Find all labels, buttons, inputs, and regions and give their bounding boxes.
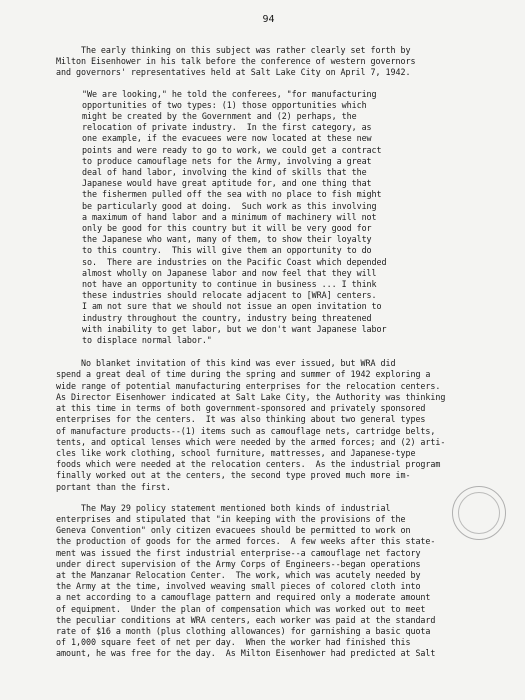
text-line: might be created by the Government and (2) perhaps, the (82, 111, 357, 122)
text-line: of 1,000 square feet of net per day. When the worker had finished this (56, 637, 411, 648)
text-line: at this time in terms of both government-sponsored and privately sponsored (56, 403, 426, 414)
text-line: Milton Eisenhower in his talk before the conference of western governors (56, 56, 416, 67)
text-line: opportunities of two types: (1) those opportunities which (82, 99, 367, 110)
text-line: deal of hand labor, involving the kind of skills that the (82, 167, 367, 178)
text-line: No blanket invitation of this kind was ever issued, but WRA did (56, 358, 396, 369)
text-line: these industries should relocate adjacent to [WRA] centers. (82, 290, 377, 301)
text-line: As Director Eisenhower indicated at Salt Lake City, the Authority was thinking (56, 391, 446, 402)
text-line: cles like work clothing, school furniture, mattresses, and Japanese-type (56, 447, 416, 458)
text-line: to produce camouflage nets for the Army, involving a great (82, 155, 372, 166)
text-line: points and were ready to go to work, we could get a contract (82, 144, 382, 155)
paragraph-intro (56, 45, 481, 79)
paragraph-blanket-invitation (56, 358, 481, 492)
text-line: be particularly good at doing. Such work as this involving (82, 200, 377, 211)
text-line: under direct supervision of the Army Corps of Engineers--began operations (56, 558, 421, 569)
text-line: ment was issued the first industrial enterprise--a camouflage net factory (56, 547, 421, 558)
text-line: portant than the first. (56, 481, 171, 492)
text-line: to this country. This will give them an opportunity to do (82, 245, 372, 256)
text-line: a maximum of hand labor and a minimum of machinery will not (82, 211, 377, 222)
text-line: of manufacture products--(1) items such as camouflage nets, cartridge belts, (56, 425, 436, 436)
text-line: relocation of private industry. In the first category, as (82, 122, 372, 133)
text-line: the production of goods for the armed forces. A few weeks after this state- (56, 536, 436, 547)
page-number: 94 (262, 14, 275, 25)
text-line: enterprises for the centers. It was also thinking about two general types (56, 414, 426, 425)
text-line: amount, he was free for the day. As Milton Eisenhower had predicted at Salt (56, 648, 436, 659)
text-line: The May 29 policy statement mentioned both kinds of industrial (56, 502, 391, 513)
text-line: wide range of potential manufacturing enterprises for the relocation centers. (56, 380, 441, 391)
text-line: so. There are industries on the Pacific Coast which depended (82, 256, 387, 267)
text-line: the fishermen pulled off the sea with no place to fish might (82, 189, 382, 200)
text-line: "We are looking," he told the conferees, "for manufacturing (82, 88, 377, 99)
text-line: at the Manzanar Relocation Center. The work, which was acutely needed by (56, 569, 421, 580)
text-line: Japanese would have great aptitude for, and one thing that (82, 178, 372, 189)
text-line: the peculiar conditions at WRA centers, each worker was paid at the standard (56, 614, 436, 625)
text-line: one example, if the evacuees were now located at these new (82, 133, 372, 144)
text-line: I am not sure that we should not issue an open invitation to (82, 301, 382, 312)
paragraph-quote (82, 89, 481, 347)
text-line: The early thinking on this subject was rather clearly set forth by (56, 45, 411, 55)
text-line: not have an opportunity to continue in business ... I think (82, 279, 377, 290)
text-line: Geneva Convention" only citizen evacuees should be permitted to work on (56, 525, 411, 536)
text-line: the Army at the time, involved weaving small pieces of colored cloth into (56, 581, 421, 592)
paragraph-may-29-policy (56, 503, 481, 660)
text-line: finally worked out at the centers, the second type proved much more im- (56, 470, 411, 481)
text-line: enterprises and stipulated that "in keeping with the provisions of the (56, 513, 406, 524)
text-line: rate of $16 a month (plus clothing allowances) for garnishing a basic quota (56, 625, 431, 636)
text-line: foods which were needed at the relocation centers. As the industrial program (56, 459, 441, 470)
text-line: and governors' representatives held at Salt Lake City on April 7, 1942. (56, 67, 411, 78)
text-line: tents, and optical lenses which were needed by the armed forces; and (2) arti- (56, 436, 446, 447)
text-line: spend a great deal of time during the spring and summer of 1942 exploring a (56, 369, 431, 380)
text-line: to displace normal labor." (82, 335, 212, 346)
text-line: with inability to get labor, but we don't want Japanese labor (82, 323, 387, 334)
text-line: of equipment. Under the plan of compensation which was worked out to meet (56, 603, 426, 614)
text-line: only be good for this country but it will be very good for (82, 223, 372, 234)
text-line: the Japanese who want, many of them, to show their loyalty (82, 234, 372, 245)
text-line: industry throughout the country, industry being threatened (82, 312, 372, 323)
text-line: a net according to a camouflage pattern and required only a moderate amount (56, 592, 431, 603)
text-line: almost wholly on Japanese labor and now feel that they will (82, 267, 377, 278)
archive-seal-icon (452, 486, 506, 540)
archive-seal-inner-icon (458, 492, 500, 534)
